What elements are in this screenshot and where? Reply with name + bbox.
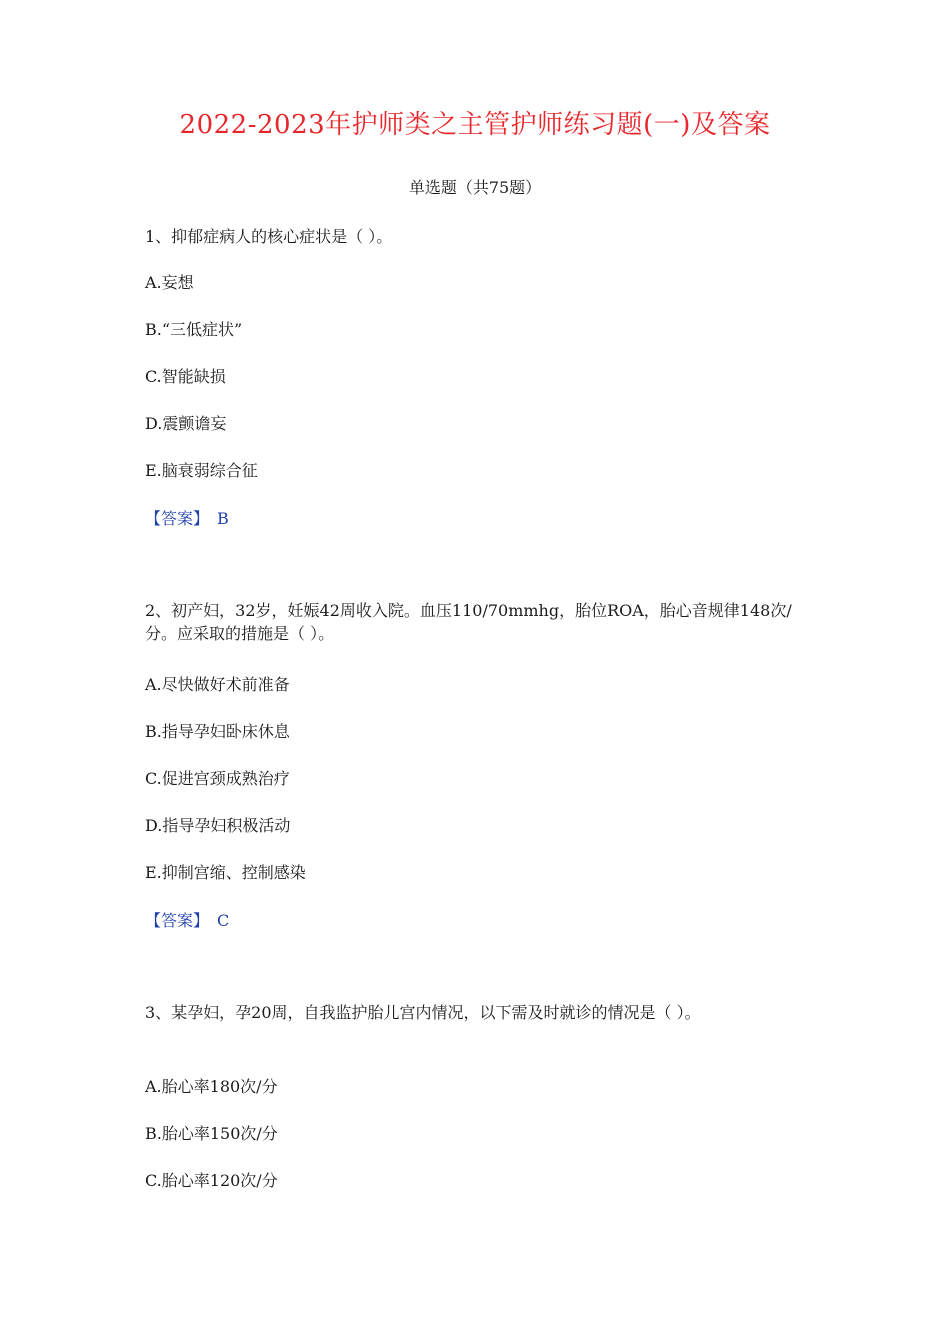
question-1-option-e: E.脑衰弱综合征 [145,461,258,480]
question-1-stem: 1、抑郁症病人的核心症状是（ ）。 [145,227,393,246]
question-2-option-b: B.指导孕妇卧床休息 [145,722,290,741]
answer-value: B [217,509,229,528]
question-2-option-a: A.尽快做好术前准备 [145,675,290,694]
question-3-stem: 3、某孕妇，孕20周，自我监护胎儿宫内情况，以下需及时就诊的情况是（ ）。 [145,1003,701,1022]
question-2-option-d: D.指导孕妇积极活动 [145,816,291,835]
question-3-option-a: A.胎心率180次/分 [145,1077,278,1096]
question-1-option-b: B.“三低症状” [145,320,243,339]
question-1-option-a: A.妄想 [145,273,194,292]
question-1-option-c: C.智能缺损 [145,367,226,386]
document-title: 2022-2023年护师类之主管护师练习题(一)及答案 [179,110,771,140]
answer-label: 【答案】 [145,509,210,528]
question-2-stem: 2、初产妇，32岁，妊娠42周收入院。血压110/70mmhg，胎位ROA，胎心音规律148次/分。应采取的措施是（ ）。 [145,601,792,643]
question-2-answer [145,908,229,931]
question-1-answer [145,506,229,529]
answer-value: C [217,911,230,930]
question-3-option-c: C.胎心率120次/分 [145,1171,278,1190]
question-3-option-b: B.胎心率150次/分 [145,1124,278,1143]
answer-label: 【答案】 [145,911,210,930]
question-1-option-d: D.震颤谵妄 [145,414,227,433]
question-2-option-e: E.抑制宫缩、控制感染 [145,863,306,882]
question-2-option-c: C.促进宫颈成熟治疗 [145,769,290,788]
section-heading: 单选题（共75题） [408,178,542,197]
